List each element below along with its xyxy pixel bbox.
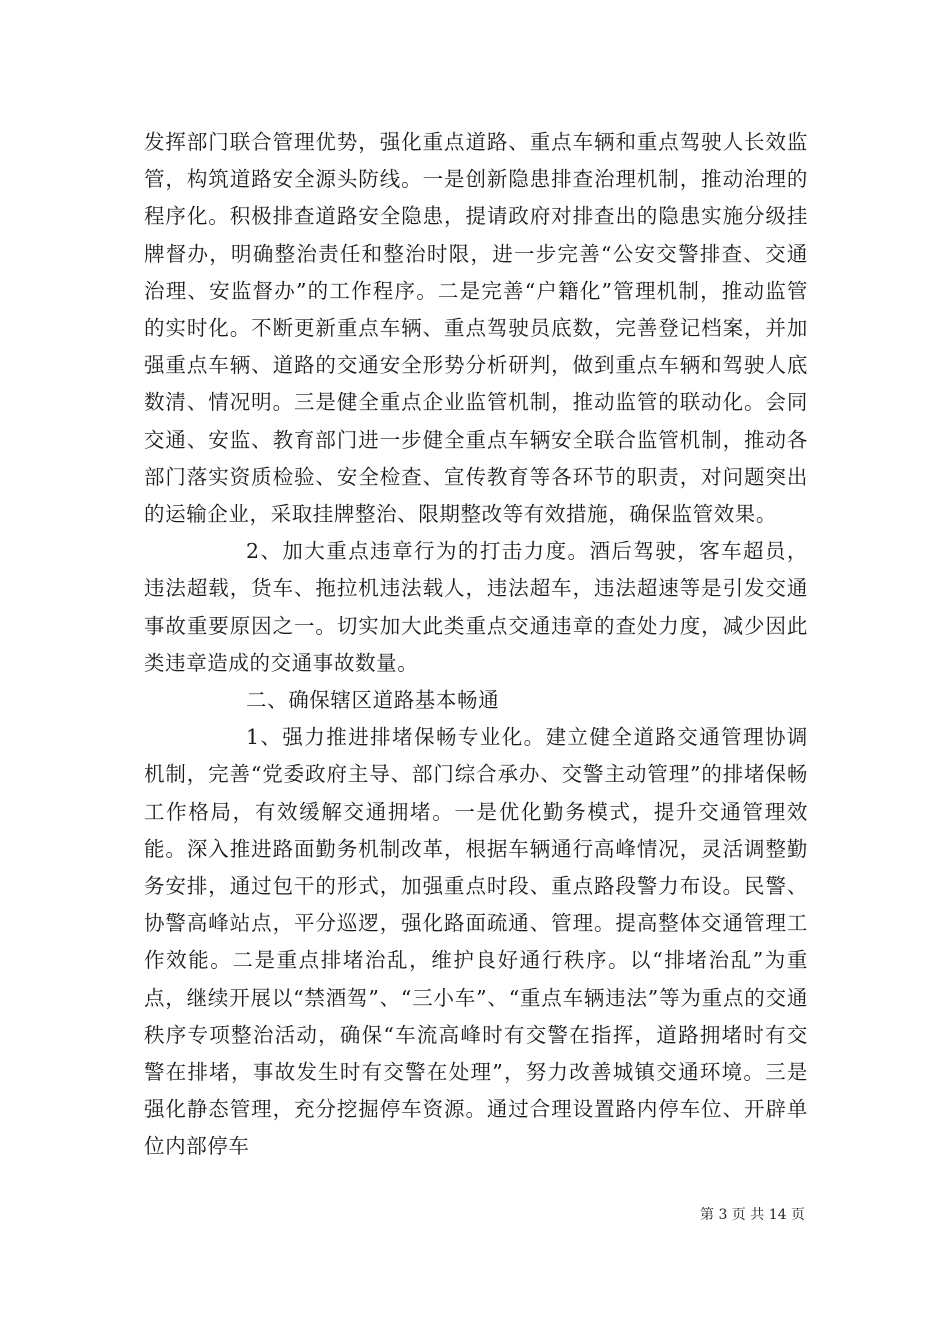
section-heading-road-smoothness: 二、确保辖区道路基本畅通 xyxy=(246,688,500,713)
paragraph-violation-crackdown: 2、加大重点违章行为的打击力度。酒后驾驶，客车超员，违法超载，货车、拖拉机违法载人，违法超车，违法超速等是引发交通事故重要原因之一。切实加大此类重点交通违章的查处力度，减少因此类违章造成的交通事故数量。 xyxy=(144,539,808,675)
paragraph-road-safety-supervision: 发挥部门联合管理优势，强化重点道路、重点车辆和重点驾驶人长效监管，构筑道路安全源头防线。一是创新隐患排查治理机制，推动治理的程序化。积极排查道路安全隐患，提请政府对排查出的隐患实施分级挂牌督办，明确整治责任和整治时限，进一步完善“公安交警排查、交通治理、安监督办”的工作程序。二是完善“户籍化”管理机制，推动监管的实时化。不断更新重点车辆、重点驾驶员底数，完善登记档案，并加强重点车辆、道路的交通安全形势分析研判，做到重点车辆和驾驶人底数清、情况明。三是健全重点企业监管机制，推动监管的联动化。会同交通、安监、教育部门进一步健全重点车辆安全联合监管机制，推动各部门落实资质检验、安全检查、宣传教育等各环节的职责，对问题突出的运输企业，采取挂牌整治、限期整改等有效措施，确保监管效果。 xyxy=(144,130,808,527)
paragraph-congestion-relief: 1、强力推进排堵保畅专业化。建立健全道路交通管理协调机制，完善“党委政府主导、部门综合承办、交警主动管理”的排堵保畅工作格局，有效缓解交通拥堵。一是优化勤务模式，提升交通管理效能。深入推进路面勤务机制改革，根据车辆通行高峰情况，灵活调整勤务安排，通过包干的形式，加强重点时段、重点路段警力布设。民警、协警高峰站点，平分巡逻，强化路面疏通、管理。提高整体交通管理工作效能。二是重点排堵治乱，维护良好通行秩序。以“排堵治乱”为重点，继续开展以“禁酒驾”、“三小车”、“重点车辆违法”等为重点的交通秩序专项整治活动，确保“车流高峰时有交警在指挥，道路拥堵时有交警在排堵，事故发生时有交警在处理”，努力改善城镇交通环境。三是强化静态管理，充分挖掘停车资源。通过合理设置路内停车位、开辟单位内部停车 xyxy=(144,725,808,1159)
page-number-footer: 第 3 页 共 14 页 xyxy=(700,1207,805,1223)
body-text xyxy=(144,124,808,1166)
